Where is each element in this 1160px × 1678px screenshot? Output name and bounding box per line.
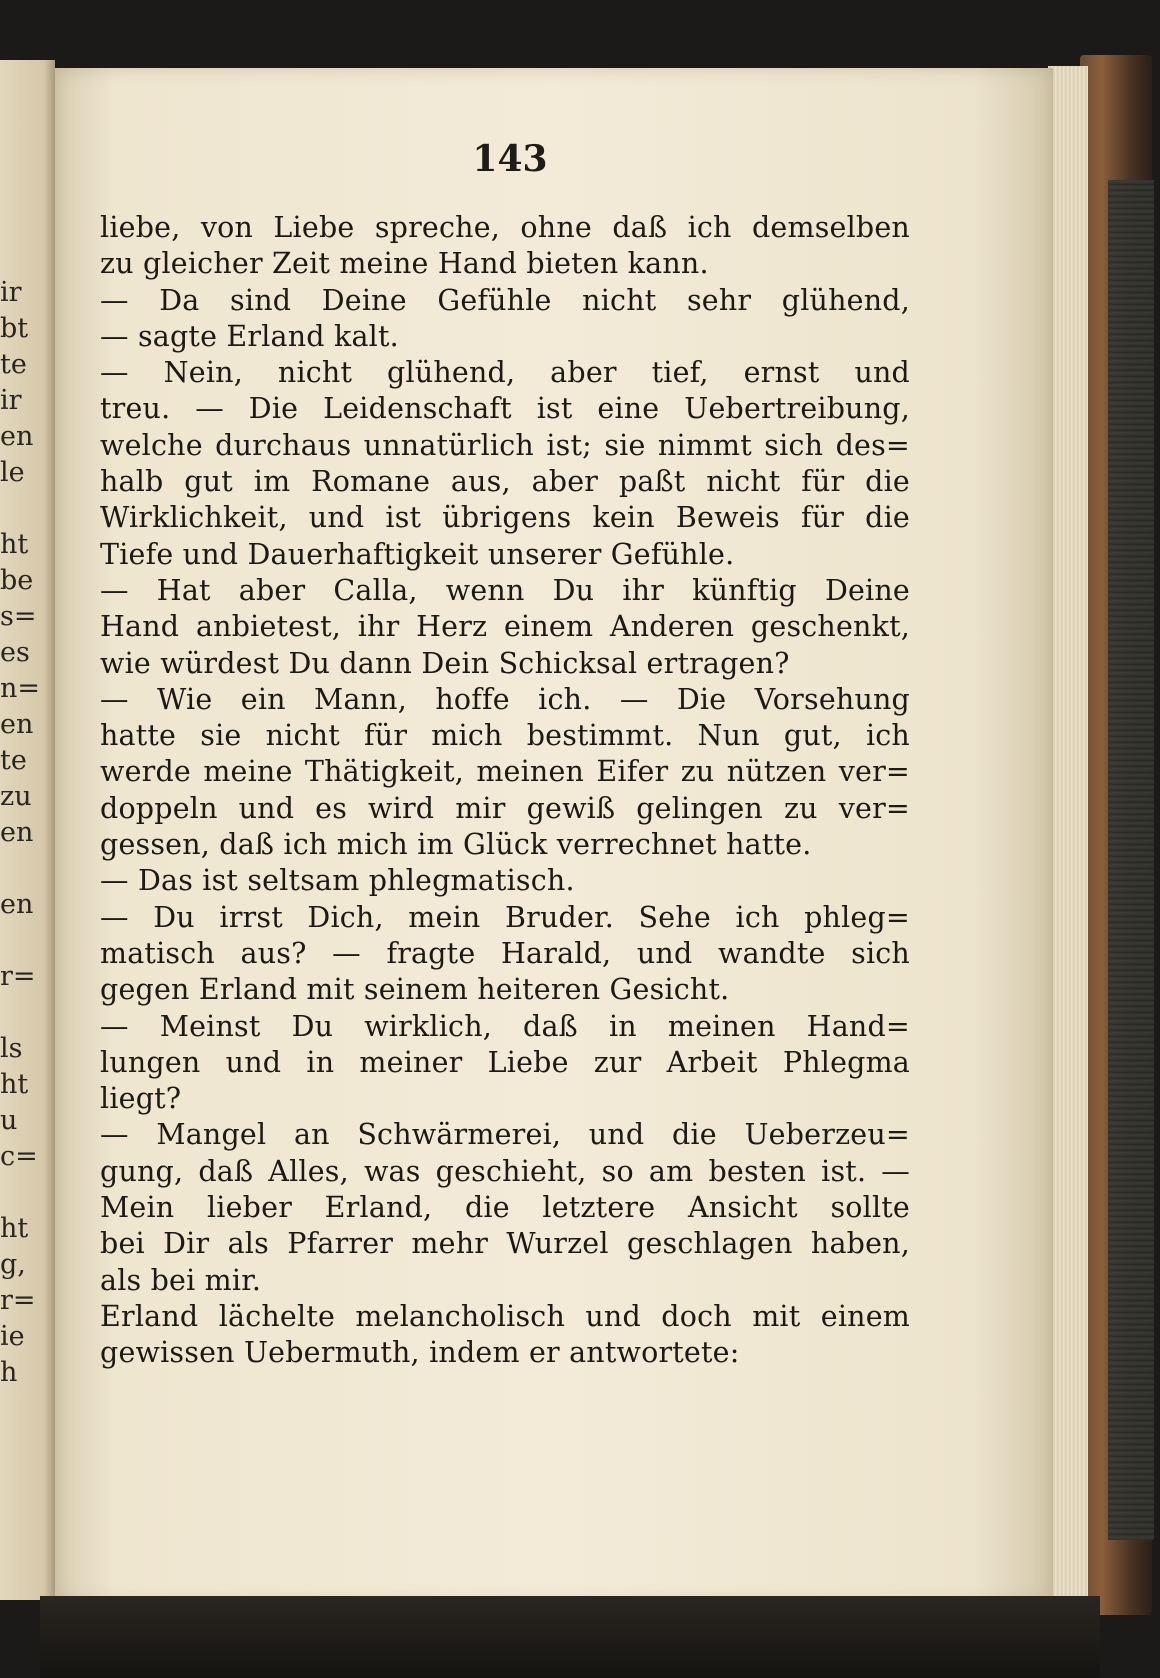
left-page-edge	[0, 60, 55, 1600]
left-page-fragment	[0, 923, 40, 959]
left-page-fragment: le	[0, 457, 25, 488]
left-page-fragment: c=	[0, 1141, 38, 1172]
left-page-fragment: be	[0, 565, 34, 596]
text-line: als bei mir.	[100, 1263, 262, 1297]
left-page-fragment	[0, 1175, 40, 1211]
left-page-fragment: en	[0, 421, 34, 452]
text-line: werde meine Thätigkeit, meinen Eifer zu nützen ver=	[100, 755, 910, 789]
text-line: — Wie ein Mann, hoffe ich. — Die Vorsehung	[100, 682, 910, 716]
left-page-fragment: r=	[0, 961, 36, 992]
text-line: Mein lieber Erland, die letztere Ansicht sollte	[100, 1191, 910, 1225]
text-line: Erland lächelte melancholisch und doch mit einem	[100, 1299, 910, 1333]
left-page-fragment: te	[0, 745, 27, 776]
text-line: — Meinst Du wirklich, daß in meinen Hand=	[100, 1009, 910, 1043]
left-page-fragment	[0, 491, 40, 527]
text-line: gegen Erland mit seinem heiteren Gesicht.	[100, 973, 730, 1007]
text-line: hatte sie nicht für mich bestimmt. Nun gut, ich	[100, 719, 910, 753]
left-page-fragment: ht	[0, 1069, 29, 1100]
text-line: matisch aus? — fragte Harald, und wandte sich	[100, 936, 910, 970]
text-line: — Das ist seltsam phlegmatisch.	[100, 864, 575, 898]
text-line: gewissen Uebermuth, indem er antwortete:	[100, 1336, 740, 1370]
text-line: welche durchaus unnatürlich ist; sie nimmt sich des=	[100, 428, 910, 462]
left-page-fragment	[0, 995, 40, 1031]
left-page-fragment: s=	[0, 601, 37, 632]
left-page-fragment: zu	[0, 781, 32, 812]
left-page-fragment: es	[0, 637, 30, 668]
text-line: doppeln und es wird mir gewiß gelingen zu ver=	[100, 791, 910, 825]
left-page-fragment: ls	[0, 1033, 23, 1064]
left-page-fragment: en	[0, 709, 34, 740]
left-page-fragment: u	[0, 1105, 18, 1136]
text-line: Wirklichkeit, und ist übrigens kein Beweis für die	[100, 501, 910, 535]
left-page-fragment: ie	[0, 1321, 25, 1352]
text-line: liebe, von Liebe spreche, ohne daß ich demselben	[100, 211, 910, 244]
text-line: — Hat aber Calla, wenn Du ihr künftig Deine	[100, 573, 910, 607]
text-line: bei Dir als Pfarrer mehr Wurzel geschlagen haben,	[100, 1227, 910, 1261]
left-page-fragment: ir	[0, 385, 22, 416]
left-page-fragment: en	[0, 817, 34, 848]
left-page-fragment: r=	[0, 1285, 36, 1316]
text-line: Tiefe und Dauerhaftigkeit unserer Gefühle.	[100, 537, 735, 571]
book-cover-cloth	[1108, 180, 1154, 1540]
left-page-fragment	[0, 851, 40, 887]
page-body-text	[100, 210, 910, 1372]
text-line: — sagte Erland kalt.	[100, 319, 399, 353]
left-page-fragment: ht	[0, 1213, 29, 1244]
text-line: liegt?	[100, 1082, 182, 1116]
text-line: — Du irrst Dich, mein Bruder. Sehe ich phleg=	[100, 900, 910, 934]
left-page-fragment: en	[0, 889, 34, 920]
left-page-fragment: g,	[0, 1249, 26, 1280]
bottom-shadow	[40, 1596, 1100, 1678]
text-line: — Nein, nicht glühend, aber tief, ernst und	[100, 356, 910, 390]
left-page-fragment: ir	[0, 277, 22, 308]
left-page-fragment: n=	[0, 673, 40, 704]
text-line: halb gut im Romane aus, aber paßt nicht für die	[100, 465, 910, 499]
text-line: — Da sind Deine Gefühle nicht sehr glühend,	[100, 283, 910, 317]
page-number: 143	[472, 138, 548, 180]
left-page-fragment: bt	[0, 313, 29, 344]
page-stack-edges	[1048, 66, 1088, 1606]
text-line: gessen, daß ich mich im Glück verrechnet hatte.	[100, 828, 812, 862]
text-line: gung, daß Alles, was geschieht, so am besten ist. —	[100, 1154, 910, 1188]
text-line: wie würdest Du dann Dein Schicksal ertragen?	[100, 646, 790, 680]
text-line: treu. — Die Leidenschaft ist eine Uebertreibung,	[100, 392, 910, 426]
text-line: lungen und in meiner Liebe zur Arbeit Phlegma	[100, 1045, 910, 1079]
left-page-fragment: te	[0, 349, 27, 380]
left-page-fragment: ht	[0, 529, 29, 560]
text-line: zu gleicher Zeit meine Hand bieten kann.	[100, 247, 709, 281]
left-page-fragment: h	[0, 1357, 18, 1388]
text-line: Hand anbietest, ihr Herz einem Anderen geschenkt,	[100, 610, 910, 644]
text-line: — Mangel an Schwärmerei, und die Ueberzeu=	[100, 1118, 910, 1152]
left-page-text-fragments	[0, 275, 40, 1391]
